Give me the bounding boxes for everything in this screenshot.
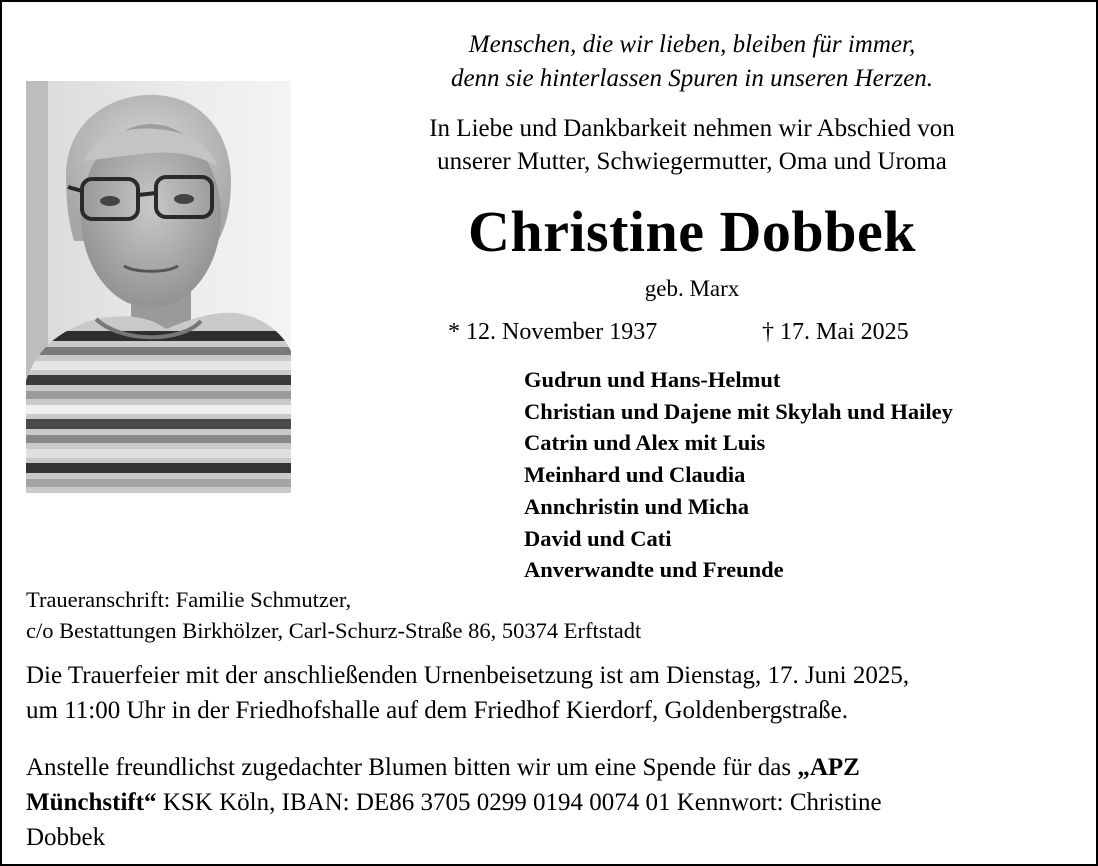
motto-line-2: denn sie hinterlassen Spuren in unseren Herzen. (450, 65, 934, 92)
donation-org-name-part2: Münchstift“ (26, 789, 157, 816)
deceased-name: Christine Dobbek (468, 199, 916, 264)
birth-date: * 12. November 1937 (448, 319, 658, 345)
donation-bank-details: KSK Köln, IBAN: DE86 3705 0299 0194 0074 01 Kennwort: Christine (156, 789, 882, 816)
donation-request (26, 750, 1076, 855)
address-line-2: c/o Bestattungen Birkhölzer, Carl-Schurz-Straße 86, 50374 Erftstadt (26, 618, 642, 643)
portrait-photo (26, 81, 291, 493)
service-line-2: um 11:00 Uhr in der Friedhofshalle auf dem Friedhof Kierdorf, Goldenbergstraße. (26, 697, 849, 724)
motto-line-1: Menschen, die wir lieben, bleiben für immer, (468, 31, 916, 58)
death-date: † 17. Mai 2025 (762, 319, 909, 345)
intro-line-2: unserer Mutter, Schwiegermutter, Oma und Uroma (437, 148, 947, 175)
mourner-entry: Annchristin und Micha (524, 493, 750, 519)
birth-name: geb. Marx (644, 276, 740, 301)
motto-quote (352, 28, 1032, 96)
donation-line-3: Dobbek (26, 824, 106, 851)
address-line-1: Traueranschrift: Familie Schmutzer, (26, 587, 352, 612)
intro-line-1: In Liebe und Dankbarkeit nehmen wir Abschied von (429, 115, 955, 142)
mourner-entry: Meinhard und Claudia (524, 462, 746, 488)
mourner-entry: Catrin und Alex mit Luis (524, 430, 766, 456)
mourners-list (524, 364, 953, 586)
mourning-address (26, 584, 641, 646)
service-line-1: Die Trauerfeier mit der anschließenden Urnenbeisetzung ist am Dienstag, 17. Juni 2025, (26, 662, 910, 689)
mourner-entry: Gudrun und Hans-Helmut (524, 367, 781, 392)
mourner-entry: Anverwandte und Freunde (524, 557, 784, 583)
donation-org-name-part1: „APZ (797, 754, 860, 781)
mourner-entry: Christian und Dajene mit Skylah und Hailey (524, 398, 953, 424)
farewell-intro (352, 112, 1032, 178)
funeral-service-info (26, 658, 1094, 728)
donation-line-1 (26, 750, 1076, 785)
mourner-entry: David und Cati (524, 525, 672, 551)
donation-line-2 (26, 785, 1076, 820)
donation-text-intro: Anstelle freundlichst zugedachter Blumen bitten wir um eine Spende für das (26, 754, 798, 781)
